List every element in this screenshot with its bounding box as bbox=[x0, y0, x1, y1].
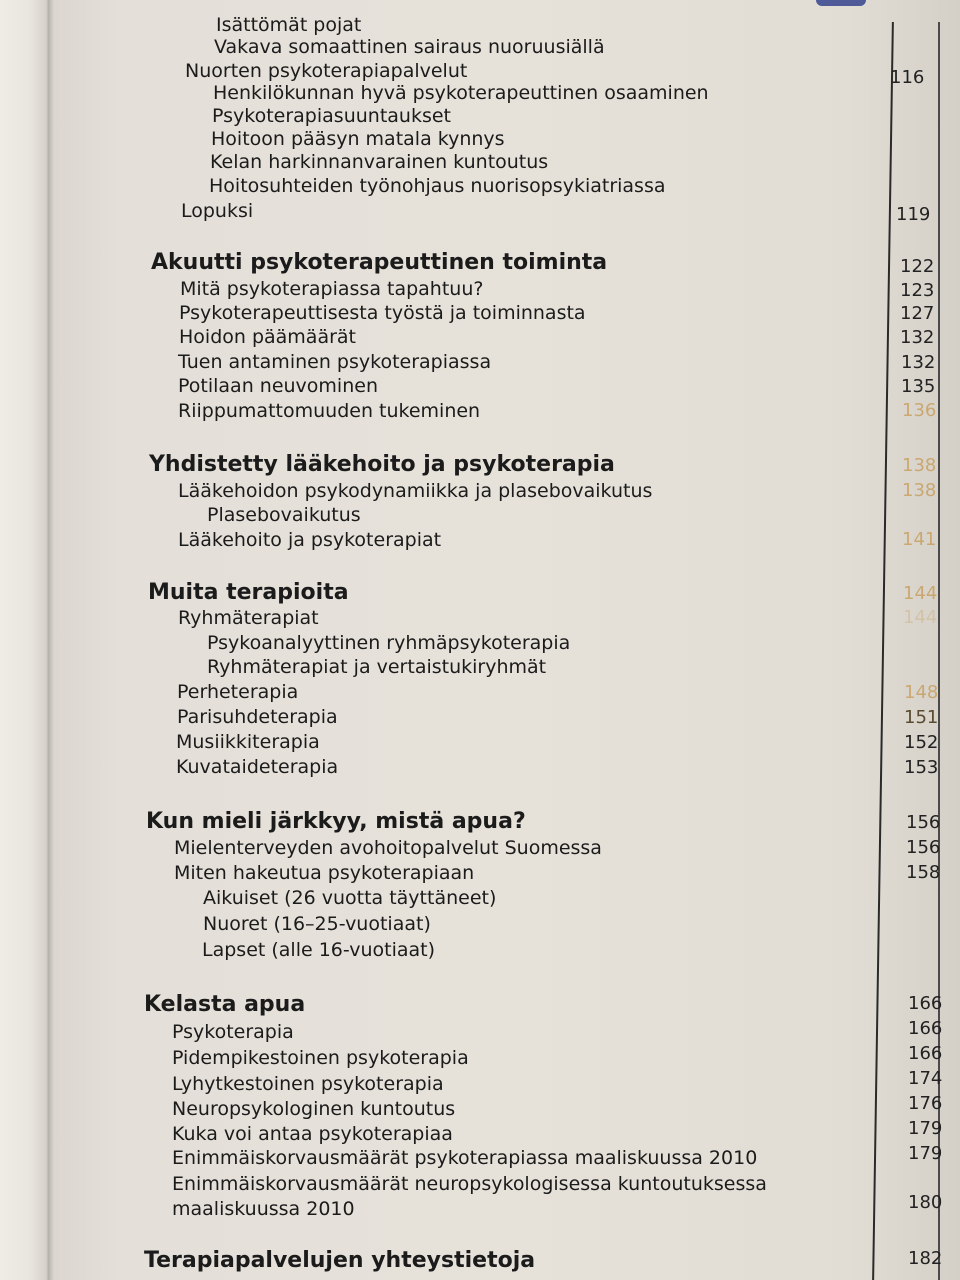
toc-page-number: 136 bbox=[902, 400, 937, 421]
toc-page-number: 166 bbox=[908, 993, 943, 1014]
toc-entry: Mielenterveyden avohoitopalvelut Suomessa bbox=[174, 837, 602, 859]
toc-entry: Pidempikestoinen psykoterapia bbox=[172, 1047, 469, 1069]
toc-entry: Tuen antaminen psykoterapiassa bbox=[178, 351, 492, 373]
toc-page-number: 179 bbox=[908, 1118, 943, 1139]
toc-page-number: 132 bbox=[901, 352, 936, 373]
toc-entry: Musiikkiterapia bbox=[176, 731, 320, 753]
toc-entry: Kuvataideterapia bbox=[176, 756, 339, 778]
toc-heading: Kun mieli järkkyy, mistä apua? bbox=[146, 809, 526, 834]
toc-entry: Lopuksi bbox=[181, 200, 254, 222]
toc-entry: Potilaan neuvominen bbox=[178, 375, 378, 397]
toc-entry: Lyhytkestoinen psykoterapia bbox=[172, 1073, 444, 1095]
toc-page-number: 156 bbox=[906, 812, 941, 833]
toc-page-number: 148 bbox=[904, 682, 939, 703]
toc-page-number: 138 bbox=[902, 455, 937, 476]
toc-entry: Lääkehoito ja psykoterapiat bbox=[178, 529, 442, 551]
toc-entry: Hoitoon pääsyn matala kynnys bbox=[211, 128, 505, 150]
toc-heading: Akuutti psykoterapeuttinen toiminta bbox=[151, 250, 608, 275]
toc-page-number: 122 bbox=[900, 256, 935, 277]
toc-page-number: 144 bbox=[903, 583, 938, 604]
toc-heading: Kelasta apua bbox=[144, 992, 306, 1017]
toc-entry: Enimmäiskorvausmäärät neuropsykologisessa kuntoutuksessa bbox=[172, 1173, 767, 1195]
toc-entry: Isättömät pojat bbox=[216, 14, 362, 36]
toc-entry: Hoidon päämäärät bbox=[179, 326, 357, 348]
toc-page-number: 153 bbox=[904, 757, 939, 778]
toc-entry: Hoitosuhteiden työnohjaus nuorisopsykiatriassa bbox=[209, 175, 666, 197]
toc-entry: Vakava somaattinen sairaus nuoruusiällä bbox=[214, 36, 605, 58]
toc-entry: Lapset (alle 16-vuotiaat) bbox=[202, 939, 436, 961]
toc-page-number: 156 bbox=[906, 837, 941, 858]
toc-page-number: 144 bbox=[903, 607, 938, 628]
toc-entry: Kuka voi antaa psykoterapiaa bbox=[172, 1123, 453, 1145]
toc-entry: Miten hakeutua psykoterapiaan bbox=[174, 862, 475, 884]
toc-entry: Psykoterapiasuuntaukset bbox=[212, 105, 451, 127]
toc-entry: Nuoret (16–25-vuotiaat) bbox=[203, 913, 431, 935]
toc-entry: Psykoterapia bbox=[172, 1021, 294, 1043]
toc-entry: Nuorten psykoterapiapalvelut bbox=[185, 60, 468, 82]
toc-entry: Ryhmäterapiat ja vertaistukiryhmät bbox=[207, 656, 547, 678]
toc-entry: Aikuiset (26 vuotta täyttäneet) bbox=[203, 887, 497, 909]
toc-page-number: 116 bbox=[890, 67, 925, 88]
toc-page-number: 152 bbox=[904, 732, 939, 753]
toc-page-number: 176 bbox=[908, 1093, 943, 1114]
toc-entry: Perheterapia bbox=[177, 681, 299, 703]
toc-page-number: 182 bbox=[908, 1248, 943, 1269]
toc-entry: Psykoterapeuttisesta työstä ja toiminnasta bbox=[179, 302, 586, 324]
toc-entry: Henkilökunnan hyvä psykoterapeuttinen osaaminen bbox=[213, 82, 709, 104]
toc-page-number: 180 bbox=[908, 1192, 943, 1213]
toc-heading: Yhdistetty lääkehoito ja psykoterapia bbox=[149, 452, 615, 477]
toc-entry: Ryhmäterapiat bbox=[178, 607, 319, 629]
toc-entry: Parisuhdeterapia bbox=[177, 706, 338, 728]
toc-page-number: 166 bbox=[908, 1043, 943, 1064]
toc-page-number: 166 bbox=[908, 1018, 943, 1039]
toc-heading: Muita terapioita bbox=[148, 580, 349, 605]
toc-entry: Mitä psykoterapiassa tapahtuu? bbox=[180, 278, 484, 300]
toc-page-number: 158 bbox=[906, 862, 941, 883]
toc-entry: Plasebovaikutus bbox=[207, 504, 361, 526]
toc-entry: Riippumattomuuden tukeminen bbox=[178, 400, 481, 422]
toc-page-number: 132 bbox=[900, 327, 935, 348]
toc-entry: Kelan harkinnanvarainen kuntoutus bbox=[210, 151, 549, 173]
toc-entry: Lääkehoidon psykodynamiikka ja plasebovaikutus bbox=[178, 480, 653, 502]
toc-heading: Terapiapalvelujen yhteystietoja bbox=[144, 1248, 536, 1273]
toc-entry: Neuropsykologinen kuntoutus bbox=[172, 1098, 456, 1120]
toc-page-number: 141 bbox=[902, 529, 937, 550]
toc-page-number: 119 bbox=[896, 204, 931, 225]
toc-page-number: 174 bbox=[908, 1068, 943, 1089]
toc-entry: Psykoanalyyttinen ryhmäpsykoterapia bbox=[207, 632, 571, 654]
toc-page-number: 127 bbox=[900, 303, 935, 324]
toc-page-number: 138 bbox=[902, 480, 937, 501]
toc-entry: Enimmäiskorvausmäärät psykoterapiassa maaliskuussa 2010 bbox=[172, 1147, 758, 1169]
toc-page-number: 179 bbox=[908, 1143, 943, 1164]
toc-entry: maaliskuussa 2010 bbox=[172, 1198, 355, 1220]
toc-page-number: 135 bbox=[901, 376, 936, 397]
toc-page-number: 151 bbox=[904, 707, 939, 728]
toc-page-number: 123 bbox=[900, 280, 935, 301]
